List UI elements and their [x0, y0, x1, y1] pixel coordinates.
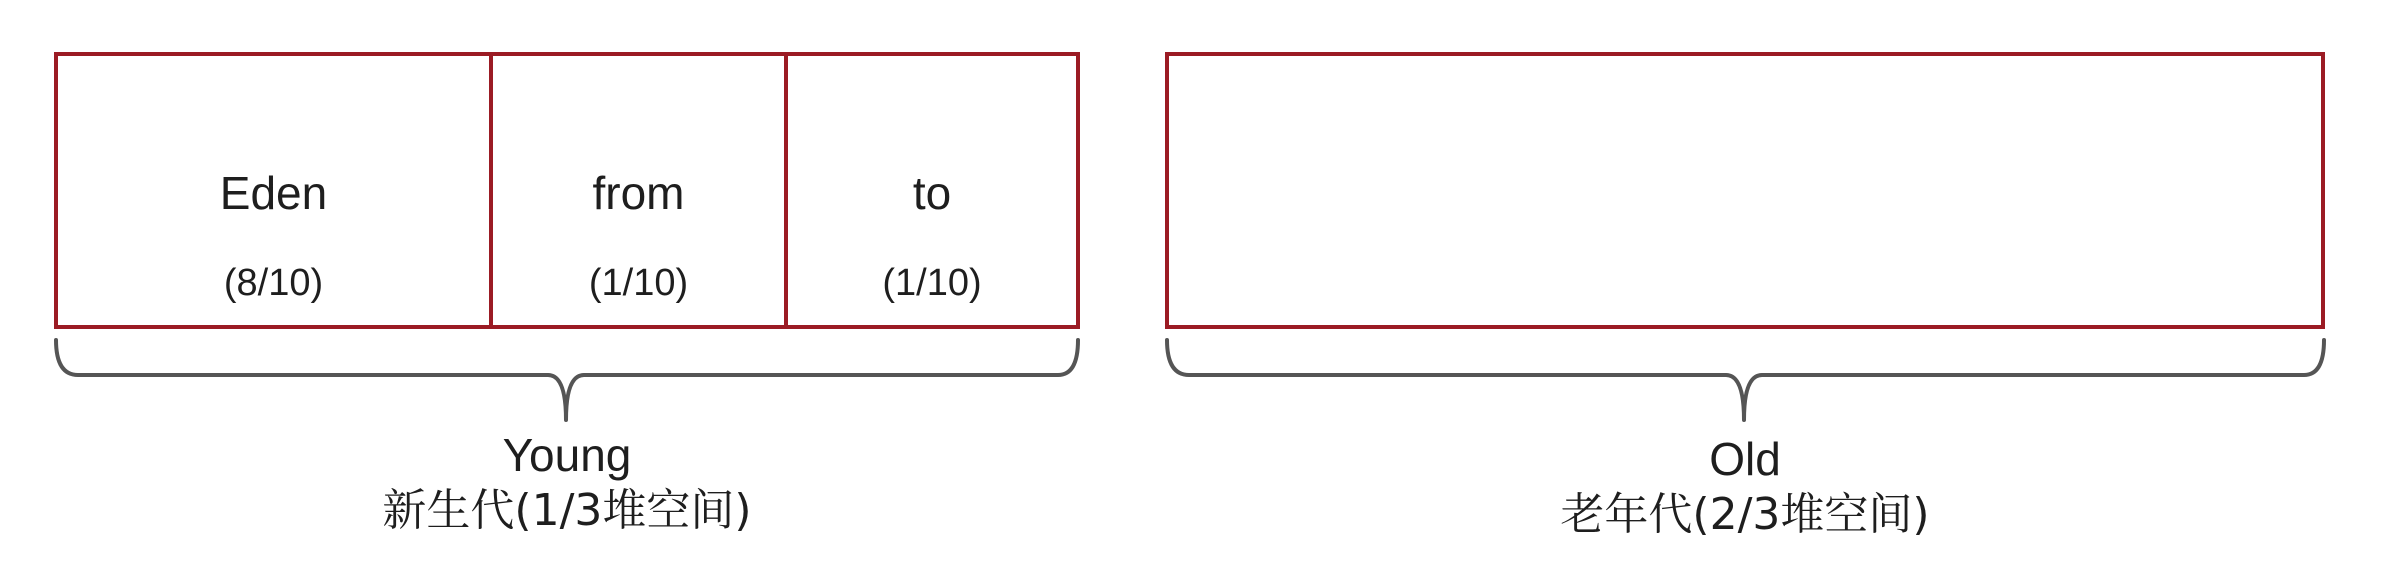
old-chinese-label: 老年代(2/3堆空间) [1560, 489, 1930, 540]
eden-label: Eden [219, 167, 328, 219]
old-caption [1395, 432, 2095, 544]
eden-space [58, 56, 493, 325]
young-brace [48, 335, 1088, 435]
to-survivor-space [788, 56, 1076, 325]
young-chinese-label: 新生代(1/3堆空间) [382, 485, 752, 536]
to-ratio: (1/10) [882, 262, 982, 304]
old-generation-box [1165, 52, 2325, 329]
young-generation-box [54, 52, 1080, 329]
from-ratio: (1/10) [588, 262, 689, 304]
young-label: Young [502, 429, 632, 481]
old-brace [1159, 335, 2334, 435]
eden-ratio: (8/10) [223, 262, 324, 304]
young-caption [217, 428, 917, 540]
to-label: to [912, 167, 952, 219]
from-label: from [592, 167, 685, 219]
old-label: Old [1709, 433, 1781, 485]
from-survivor-space [493, 56, 788, 325]
